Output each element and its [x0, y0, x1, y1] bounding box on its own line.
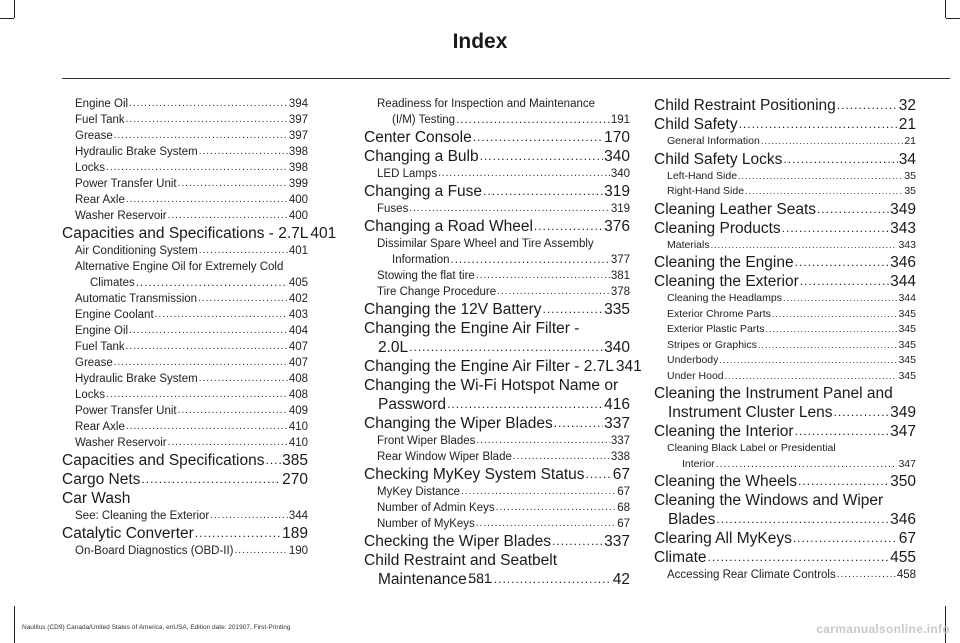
index-subentry[interactable]: Hydraulic Brake System ..... 398 [62, 144, 308, 160]
crop-mark [14, 606, 15, 643]
index-entry[interactable]: Clearing All MyKeys ..... 67 [654, 529, 916, 548]
index-subentry[interactable]: Accessing Rear Climate Controls ..... 458 [654, 567, 916, 583]
index-subentry[interactable]: Hydraulic Brake System ..... 408 [62, 371, 308, 387]
index-subentry[interactable]: On-Board Diagnostics (OBD-II) ..... 190 [62, 543, 308, 559]
index-subentry[interactable]: Grease ..... 407 [62, 355, 308, 371]
header-divider [62, 78, 950, 79]
index-subentry[interactable]: Cleaning the Headlamps ..... 344 [654, 291, 916, 307]
index-entry[interactable]: Car Wash [62, 490, 131, 507]
index-entry[interactable]: Cleaning the Engine ..... 346 [654, 253, 916, 272]
index-subentry-line[interactable]: Cleaning Black Label or Presidential [667, 442, 836, 454]
crop-mark [945, 0, 946, 18]
index-subentry[interactable]: Front Wiper Blades ..... 337 [364, 433, 630, 449]
index-subentry[interactable]: Engine Oil ..... 404 [62, 323, 308, 339]
index-entry[interactable]: Child Safety Locks ..... 34 [654, 150, 916, 169]
index-subentry[interactable]: Right-Hand Side ..... 35 [654, 184, 916, 200]
index-subentry[interactable]: Underbody ..... 345 [654, 353, 916, 369]
index-column-2 [364, 96, 642, 589]
index-entry-line[interactable]: Child Restraint and Seatbelt [364, 552, 558, 569]
index-entry[interactable]: Cleaning the Exterior ..... 344 [654, 272, 916, 291]
index-entry-line[interactable]: Changing the Wi-Fi Hotspot Name or [364, 377, 619, 394]
index-subentry[interactable]: Grease ..... 397 [62, 128, 308, 144]
index-subentry[interactable]: Locks ..... 408 [62, 387, 308, 403]
index-subentry[interactable]: Air Conditioning System ..... 401 [62, 243, 308, 259]
index-subentry[interactable]: Number of MyKeys ..... 67 [364, 516, 630, 532]
footer-text: Nautilus (CD9) Canada/United States of America, enUSA, Edition date: 201907, First-Printing [22, 624, 291, 631]
index-subentry[interactable]: LED Lamps ..... 340 [364, 166, 630, 182]
index-entry[interactable]: Cleaning the Wheels ..... 350 [654, 472, 916, 491]
index-entry[interactable]: Climate ..... 455 [654, 548, 916, 567]
index-subentry-line[interactable]: Readiness for Inspection and Maintenance [377, 98, 596, 110]
index-subentry[interactable]: Number of Admin Keys ..... 68 [364, 500, 630, 516]
page-number: 581 [468, 570, 492, 586]
index-entry[interactable]: Center Console ..... 170 [364, 128, 630, 147]
index-entry[interactable]: Changing the Wiper Blades ..... 337 [364, 414, 630, 433]
index-subentry-line[interactable]: Dissimilar Spare Wheel and Tire Assembly [377, 238, 594, 250]
index-entry[interactable]: Blades ..... 346 [654, 510, 916, 529]
crop-mark [0, 18, 14, 19]
index-subentry[interactable]: Locks ..... 398 [62, 160, 308, 176]
index-subentry[interactable]: Engine Coolant ..... 403 [62, 307, 308, 323]
index-entry[interactable]: Capacities and Specifications ..... 385 [62, 451, 308, 470]
index-subentry[interactable]: Under Hood ..... 345 [654, 369, 916, 385]
watermark: carmanualsonline.info [816, 622, 950, 636]
index-subentry[interactable]: Information ..... 377 [364, 252, 630, 268]
index-column-1 [62, 96, 337, 559]
index-entry-line[interactable]: Cleaning the Instrument Panel and [654, 385, 893, 402]
index-entry[interactable]: Checking the Wiper Blades ..... 337 [364, 532, 630, 551]
index-subentry[interactable]: Fuel Tank ..... 397 [62, 112, 308, 128]
index-subentry[interactable]: Interior ..... 347 [654, 457, 916, 473]
index-subentry[interactable]: Materials ..... 343 [654, 238, 916, 254]
index-column-3 [654, 96, 916, 583]
index-subentry[interactable]: Tire Change Procedure ..... 378 [364, 284, 630, 300]
index-entry-line[interactable]: Changing the Engine Air Filter - [364, 320, 580, 337]
index-entry[interactable]: Cleaning the Interior ..... 347 [654, 422, 916, 441]
crop-mark [14, 0, 15, 18]
index-subentry[interactable]: Rear Window Wiper Blade ..... 338 [364, 449, 630, 465]
index-entry[interactable]: Instrument Cluster Lens ..... 349 [654, 403, 916, 422]
index-entry[interactable]: Password ..... 416 [364, 395, 630, 414]
crop-mark [946, 18, 960, 19]
index-subentry[interactable]: Power Transfer Unit ..... 409 [62, 403, 308, 419]
index-entry[interactable]: Checking MyKey System Status ..... 67 [364, 465, 630, 484]
index-entry[interactable]: Cleaning Leather Seats ..... 349 [654, 200, 916, 219]
index-subentry[interactable]: Washer Reservoir ..... 400 [62, 208, 308, 224]
page-title: Index [452, 30, 508, 53]
index-entry[interactable]: Cleaning Products ..... 343 [654, 219, 916, 238]
index-subentry[interactable]: Engine Oil ..... 394 [62, 96, 308, 112]
index-subentry-line[interactable]: Alternative Engine Oil for Extremely Cold [75, 261, 284, 273]
index-entry[interactable]: Changing a Bulb ..... 340 [364, 147, 630, 166]
index-entry[interactable]: Child Safety ..... 21 [654, 115, 916, 134]
index-subentry[interactable]: Automatic Transmission ..... 402 [62, 291, 308, 307]
index-subentry[interactable]: Fuel Tank ..... 407 [62, 339, 308, 355]
index-entry[interactable]: Changing a Road Wheel ..... 376 [364, 217, 630, 236]
index-subentry[interactable]: Rear Axle ..... 410 [62, 419, 308, 435]
index-subentry[interactable]: Power Transfer Unit ..... 399 [62, 176, 308, 192]
index-subentry[interactable]: Left-Hand Side ..... 35 [654, 169, 916, 185]
index-entry[interactable]: Maintenance ..... 42 [364, 570, 630, 589]
index-subentry[interactable]: Climates ..... 405 [62, 275, 308, 291]
index-entry[interactable]: Child Restraint Positioning ..... 32 [654, 96, 916, 115]
index-entry[interactable]: Capacities and Specifications - 2.7L 401 [62, 225, 337, 242]
index-entry[interactable]: Cargo Nets ..... 270 [62, 470, 308, 489]
index-subentry[interactable]: Stowing the flat tire ..... 381 [364, 268, 630, 284]
index-entry[interactable]: Catalytic Converter ..... 189 [62, 524, 308, 543]
index-entry[interactable]: Changing a Fuse ..... 319 [364, 182, 630, 201]
index-subentry[interactable]: MyKey Distance ..... 67 [364, 484, 630, 500]
index-subentry[interactable]: General Information ..... 21 [654, 134, 916, 150]
index-entry[interactable]: 2.0L ..... 340 [364, 338, 630, 357]
index-entry[interactable]: Changing the 12V Battery ..... 335 [364, 300, 630, 319]
index-subentry[interactable]: Washer Reservoir ..... 410 [62, 435, 308, 451]
index-subentry[interactable]: Exterior Chrome Parts ..... 345 [654, 307, 916, 323]
index-subentry[interactable]: Exterior Plastic Parts ..... 345 [654, 322, 916, 338]
index-subentry[interactable]: See: Cleaning the Exterior ..... 344 [62, 508, 308, 524]
index-subentry[interactable]: Fuses ..... 319 [364, 201, 630, 217]
index-subentry[interactable]: (I/M) Testing ..... 191 [364, 112, 630, 128]
index-subentry[interactable]: Rear Axle ..... 400 [62, 192, 308, 208]
index-entry-line[interactable]: Cleaning the Windows and Wiper [654, 492, 884, 509]
index-subentry[interactable]: Stripes or Graphics ..... 345 [654, 338, 916, 354]
index-entry[interactable]: Changing the Engine Air Filter - 2.7L 341 [364, 358, 642, 375]
